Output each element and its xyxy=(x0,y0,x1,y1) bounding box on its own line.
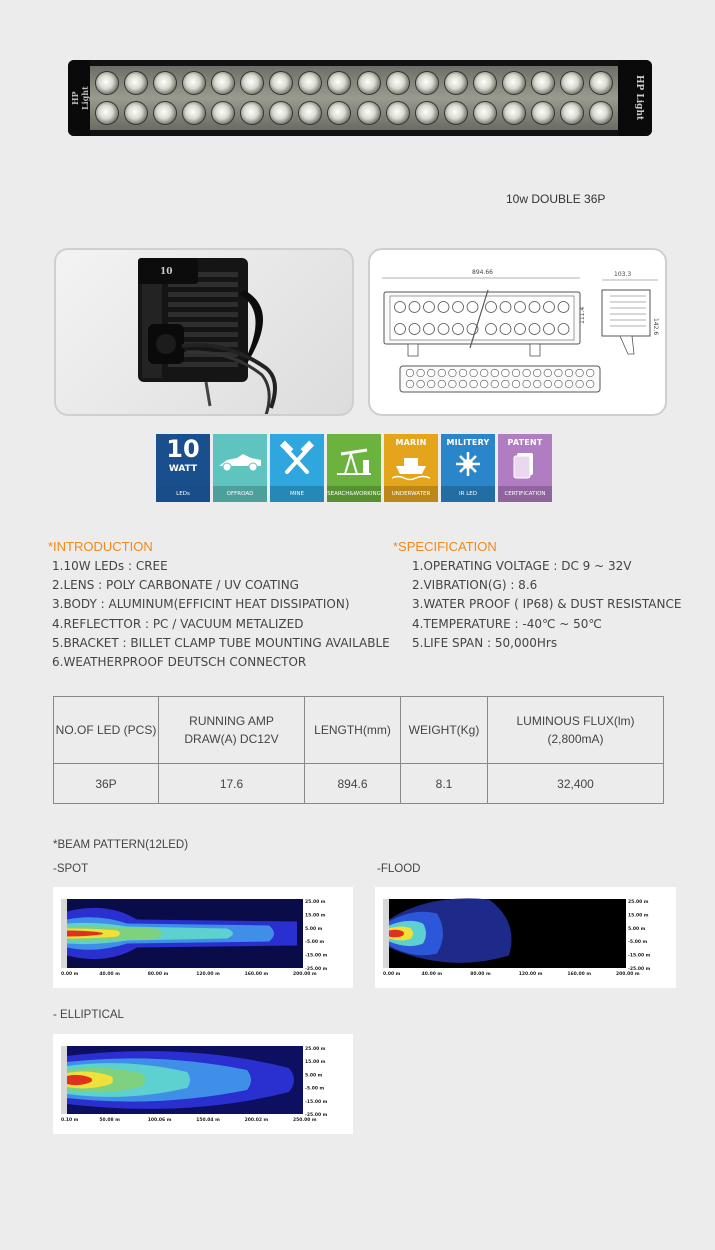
drawing-led xyxy=(558,302,569,313)
x-tick-label: 200.00 m xyxy=(616,972,640,977)
led-lens xyxy=(387,72,409,94)
strip-led xyxy=(449,369,457,377)
strip-led xyxy=(586,369,594,377)
x-tick-label: 0.00 m xyxy=(383,972,401,977)
list-item: 3.BODY : ALUMINUM(EFFICINT HEAT DISSIPATION) xyxy=(52,597,350,612)
table-header-cell: WEIGHT(Kg) xyxy=(401,697,488,764)
led-lens xyxy=(183,102,205,124)
table-header-row xyxy=(54,697,664,764)
strip-led xyxy=(438,380,446,388)
strip-led xyxy=(555,369,563,377)
spec-table xyxy=(53,696,664,804)
drawing-led xyxy=(529,302,540,313)
y-tick-label: 5.00 m xyxy=(628,926,646,932)
badge-mine xyxy=(270,434,324,502)
star-burst-icon xyxy=(441,434,495,486)
x-tick-label: 80.00 m xyxy=(147,972,169,977)
x-tick-label: 40.00 m xyxy=(99,972,120,977)
drawing-led xyxy=(467,302,478,313)
drawing-led xyxy=(395,324,406,335)
strip-led xyxy=(449,380,457,388)
strip-led xyxy=(565,380,573,388)
y-tick-label: 15.00 m xyxy=(305,913,326,919)
led-lens xyxy=(532,102,554,124)
x-tick-label: 120.00 m xyxy=(196,972,220,977)
table-header-cell: LUMINOUS FLUX(lm) (2,800mA) xyxy=(488,697,664,764)
technical-drawing-card xyxy=(368,248,667,416)
x-tick-label: 250.00 m xyxy=(293,1118,317,1123)
hero-light-bar-image xyxy=(68,60,652,136)
led-lens xyxy=(416,72,438,94)
race-car-icon xyxy=(213,434,267,486)
x-tick-label: 50.08 m xyxy=(99,1118,120,1123)
specification-heading: *SPECIFICATION xyxy=(393,539,497,554)
badge-offroad xyxy=(213,434,267,502)
x-tick-label: 150.04 m xyxy=(196,1118,220,1123)
badge-label: MINE xyxy=(270,486,324,502)
elliptical-label: - ELLIPTICAL xyxy=(53,1009,124,1021)
led-lens xyxy=(96,72,118,94)
drawing-led xyxy=(453,324,464,335)
elliptical-beam-plot xyxy=(53,1034,353,1134)
led-lens xyxy=(590,72,612,94)
led-lens xyxy=(358,102,380,124)
badge-title: PATENT xyxy=(507,438,543,447)
introduction-list xyxy=(52,557,390,672)
drawing-led xyxy=(424,324,435,335)
led-lens xyxy=(241,102,263,124)
drawing-led xyxy=(424,302,435,313)
led-lens xyxy=(445,102,467,124)
led-lens xyxy=(125,72,147,94)
y-tick-label: 25.00 m xyxy=(305,900,326,905)
x-tick-label: 200.02 m xyxy=(244,1118,269,1123)
technical-drawing xyxy=(370,250,667,416)
y-tick-label: 15.00 m xyxy=(628,913,649,919)
crossed-hammers-icon xyxy=(270,434,324,486)
led-lens xyxy=(299,102,321,124)
y-tick-label: -15.00 m xyxy=(305,953,328,959)
strip-led xyxy=(417,380,425,388)
x-tick-label: 80.00 m xyxy=(470,972,491,977)
led-lens xyxy=(474,72,496,94)
strip-led xyxy=(427,380,435,388)
list-item: 4.TEMPERATURE : -40℃ ~ 50℃ xyxy=(412,616,602,631)
x-tick-label: 160.00 m xyxy=(567,972,592,977)
strip-led xyxy=(480,369,488,377)
strip-led xyxy=(406,380,414,388)
badge-ir-led xyxy=(441,434,495,502)
strip-led xyxy=(512,380,520,388)
strip-led xyxy=(533,380,541,388)
strip-led xyxy=(565,369,573,377)
drawing-led xyxy=(438,324,449,335)
oil-pump-icon xyxy=(327,434,381,486)
list-item: 3.WATER PROOF ( IP68) & DUST RESISTANCE xyxy=(412,597,682,612)
badge-label: OFFROAD xyxy=(213,486,267,502)
badge-leds xyxy=(156,434,210,502)
led-lens xyxy=(503,102,525,124)
led-lens xyxy=(387,102,409,124)
strip-led xyxy=(406,369,414,377)
y-tick-label: -5.00 m xyxy=(305,1086,325,1092)
x-tick-label: 0.00 m xyxy=(61,972,79,977)
model-label: 10w DOUBLE 36P xyxy=(506,192,606,206)
spot-label: -SPOT xyxy=(53,863,89,875)
y-tick-label: -25.00 m xyxy=(305,1113,328,1118)
flood-beam-plot xyxy=(375,887,676,988)
led-lens xyxy=(96,102,118,124)
drawing-led xyxy=(486,302,497,313)
ten-watt-icon xyxy=(156,434,210,486)
drawing-led xyxy=(453,302,464,313)
table-cell: 894.6 xyxy=(305,764,401,804)
y-tick-label: 5.00 m xyxy=(305,926,323,932)
x-tick-label: 120.00 m xyxy=(518,972,543,977)
led-grid xyxy=(92,68,616,128)
drawing-led xyxy=(529,324,540,335)
y-tick-label: -5.00 m xyxy=(628,940,648,946)
list-item: 2.VIBRATION(G) : 8.6 xyxy=(412,578,538,593)
strip-led xyxy=(586,380,594,388)
drawing-led xyxy=(544,302,555,313)
led-lens xyxy=(328,72,350,94)
strip-led xyxy=(491,380,499,388)
strip-led xyxy=(427,369,435,377)
led-lens xyxy=(183,72,205,94)
led-lens xyxy=(299,72,321,94)
strip-led xyxy=(459,380,467,388)
brand-logo-right: HP Light xyxy=(634,75,644,121)
led-lens xyxy=(270,72,292,94)
dim-width-label: 103.3 xyxy=(614,271,632,278)
strip-led xyxy=(470,380,478,388)
dim-height-label: 111.4 xyxy=(579,306,586,324)
table-cell: 8.1 xyxy=(401,764,488,804)
dim-depth-label: 142.6 xyxy=(652,318,659,336)
table-header-cell: NO.OF LED (PCS) xyxy=(54,697,159,764)
y-tick-label: -5.00 m xyxy=(305,940,325,946)
x-tick-label: 160.00 m xyxy=(244,972,269,977)
table-header-cell: RUNNING AMP DRAW(A) DC12V xyxy=(159,697,305,764)
strip-led xyxy=(417,369,425,377)
table-cell: 32,400 xyxy=(488,764,664,804)
y-tick-label: 25.00 m xyxy=(305,1047,326,1052)
list-item: 4.REFLECTTOR : PC / VACUUM METALIZED xyxy=(52,616,304,631)
y-tick-label: 25.00 m xyxy=(628,900,649,905)
specification-list xyxy=(412,557,681,653)
x-tick-label: 200.00 m xyxy=(293,972,317,977)
drawing-led xyxy=(395,302,406,313)
flood-label: -FLOOD xyxy=(377,863,421,875)
drawing-led xyxy=(500,302,511,313)
drawing-led xyxy=(515,302,526,313)
introduction-heading: *INTRODUCTION xyxy=(48,539,153,554)
y-tick-label: 5.00 m xyxy=(305,1073,323,1079)
svg-text:10: 10 xyxy=(160,267,173,277)
table-cell: 36P xyxy=(54,764,159,804)
y-tick-label: -15.00 m xyxy=(628,953,651,959)
drawing-led xyxy=(558,324,569,335)
x-tick-label: 100.06 m xyxy=(147,1118,172,1123)
side-view-photo-card xyxy=(54,248,354,416)
led-lens xyxy=(154,102,176,124)
strip-led xyxy=(523,369,531,377)
badge-underwater xyxy=(384,434,438,502)
badge-subtitle: WATT xyxy=(168,464,198,474)
strip-led xyxy=(576,369,584,377)
badge-title: MARIN xyxy=(395,438,427,447)
brand-logo-left: HP Light xyxy=(70,86,90,110)
list-item: 1.OPERATING VOLTAGE : DC 9 ~ 32V xyxy=(412,559,632,573)
dim-length-label: 894.66 xyxy=(472,269,493,276)
y-tick-label: 15.00 m xyxy=(305,1060,326,1066)
drawing-led xyxy=(438,302,449,313)
side-view-photo xyxy=(56,250,354,416)
badge-label: UNDERWATER xyxy=(384,486,438,502)
strip-led xyxy=(533,369,541,377)
led-lens xyxy=(212,102,234,124)
strip-led xyxy=(502,380,510,388)
document-icon xyxy=(498,434,552,486)
y-tick-label: -25.00 m xyxy=(305,967,328,972)
table-header-cell: LENGTH(mm) xyxy=(305,697,401,764)
led-lens xyxy=(503,72,525,94)
badge-label: IR LED xyxy=(441,486,495,502)
list-item: 5.LIFE SPAN : 50,000Hrs xyxy=(412,635,558,650)
led-lens xyxy=(445,72,467,94)
strip-led xyxy=(555,380,563,388)
spot-beam-plot xyxy=(53,887,353,988)
badge-label: SEARCH&WORKING xyxy=(327,486,381,502)
led-lens xyxy=(125,102,147,124)
table-row xyxy=(54,764,664,804)
led-lens xyxy=(154,72,176,94)
led-lens xyxy=(328,102,350,124)
led-lens xyxy=(270,102,292,124)
led-lens xyxy=(590,102,612,124)
badge-certification xyxy=(498,434,552,502)
strip-led xyxy=(502,369,510,377)
strip-led xyxy=(438,369,446,377)
list-item: 1.10W LEDs : CREE xyxy=(52,559,168,573)
drawing-led xyxy=(544,324,555,335)
drawing-led xyxy=(500,324,511,335)
table-cell: 17.6 xyxy=(159,764,305,804)
drawing-led xyxy=(409,324,420,335)
strip-led xyxy=(576,380,584,388)
drawing-led xyxy=(515,324,526,335)
drawing-led xyxy=(486,324,497,335)
led-lens xyxy=(358,72,380,94)
badge-label: CERTIFICATION xyxy=(498,486,552,502)
list-item: 2.LENS : POLY CARBONATE / UV COATING xyxy=(52,578,299,593)
led-lens xyxy=(474,102,496,124)
y-tick-label: -15.00 m xyxy=(305,1099,328,1105)
led-lens xyxy=(561,72,583,94)
y-tick-label: -25.00 m xyxy=(628,967,651,972)
list-item: 5.BRACKET : BILLET CLAMP TUBE MOUNTING AVAILABLE xyxy=(52,635,390,650)
strip-led xyxy=(459,369,467,377)
beam-pattern-heading: *BEAM PATTERN(12LED) xyxy=(53,839,189,851)
led-lens xyxy=(212,72,234,94)
strip-led xyxy=(480,380,488,388)
x-tick-label: 40.00 m xyxy=(421,972,443,977)
list-item: 6.WEATHERPROOF DEUTSCH CONNECTOR xyxy=(52,655,307,670)
x-tick-label: 0.10 m xyxy=(61,1118,79,1123)
strip-led xyxy=(512,369,520,377)
led-lens xyxy=(241,72,263,94)
badge-search-working xyxy=(327,434,381,502)
ship-icon xyxy=(384,434,438,486)
strip-led xyxy=(491,369,499,377)
badge-title: MILITERY xyxy=(446,438,490,447)
drawing-led xyxy=(409,302,420,313)
strip-led xyxy=(470,369,478,377)
led-lens xyxy=(416,102,438,124)
badge-big-number: 10 xyxy=(166,435,200,463)
strip-led xyxy=(523,380,531,388)
led-lens xyxy=(532,72,554,94)
led-lens xyxy=(561,102,583,124)
strip-led xyxy=(544,380,552,388)
strip-led xyxy=(544,369,552,377)
badge-label: LEDs xyxy=(156,486,210,502)
